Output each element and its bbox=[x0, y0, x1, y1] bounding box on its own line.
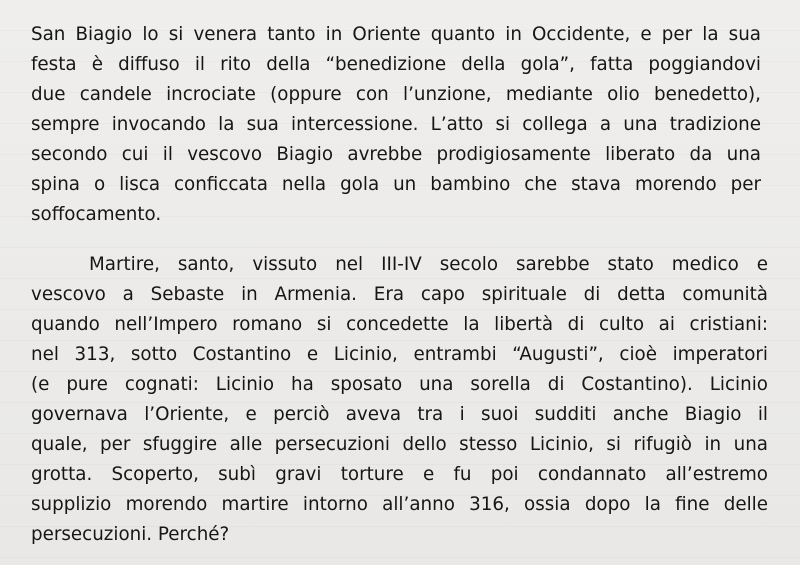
text-line: quale, per sfuggire alle persecuzioni dello stesso Licinio, si rifugiò in una bbox=[31, 434, 768, 455]
text-line: quando nell’Impero romano si concedette la libertà di culto ai cristiani: bbox=[31, 314, 768, 335]
text-line: persecuzioni. Perché? bbox=[31, 524, 230, 545]
text-line: grotta. Scoperto, subì gravi torture e fu poi condannato all’estremo bbox=[31, 464, 768, 485]
text-line: San Biagio lo si venera tanto in Oriente quanto in Occidente, e per la sua bbox=[31, 24, 761, 45]
text-line: governava l’Oriente, e perciò aveva tra i suoi sudditi anche Biagio il bbox=[31, 404, 768, 425]
paragraph-1 bbox=[31, 20, 761, 230]
text-line: festa è diffuso il rito della “benedizione della gola”, fatta poggiandovi bbox=[31, 54, 761, 75]
text-line-indented: Martire, santo, vissuto nel III-IV secolo sarebbe stato medico e bbox=[89, 254, 768, 275]
text-line: sempre invocando la sua intercessione. L’atto si collega a una tradizione bbox=[31, 114, 761, 135]
paragraph-2 bbox=[31, 250, 768, 550]
text-line: soffocamento. bbox=[31, 204, 162, 225]
text-line: supplizio morendo martire intorno all’anno 316, ossia dopo la fine delle bbox=[31, 494, 768, 515]
text-line: nel 313, sotto Costantino e Licinio, entrambi “Augusti”, cioè imperatori bbox=[31, 344, 768, 365]
text-line: (e pure cognati: Licinio ha sposato una sorella di Costantino). Licinio bbox=[31, 374, 768, 395]
text-line: spina o lisca conficcata nella gola un bambino che stava morendo per bbox=[31, 174, 761, 195]
text-line: vescovo a Sebaste in Armenia. Era capo spirituale di detta comunità bbox=[31, 284, 768, 305]
text-line: due candele incrociate (oppure con l’unzione, mediante olio benedetto), bbox=[31, 84, 761, 105]
text-line: secondo cui il vescovo Biagio avrebbe prodigiosamente liberato da una bbox=[31, 144, 761, 165]
